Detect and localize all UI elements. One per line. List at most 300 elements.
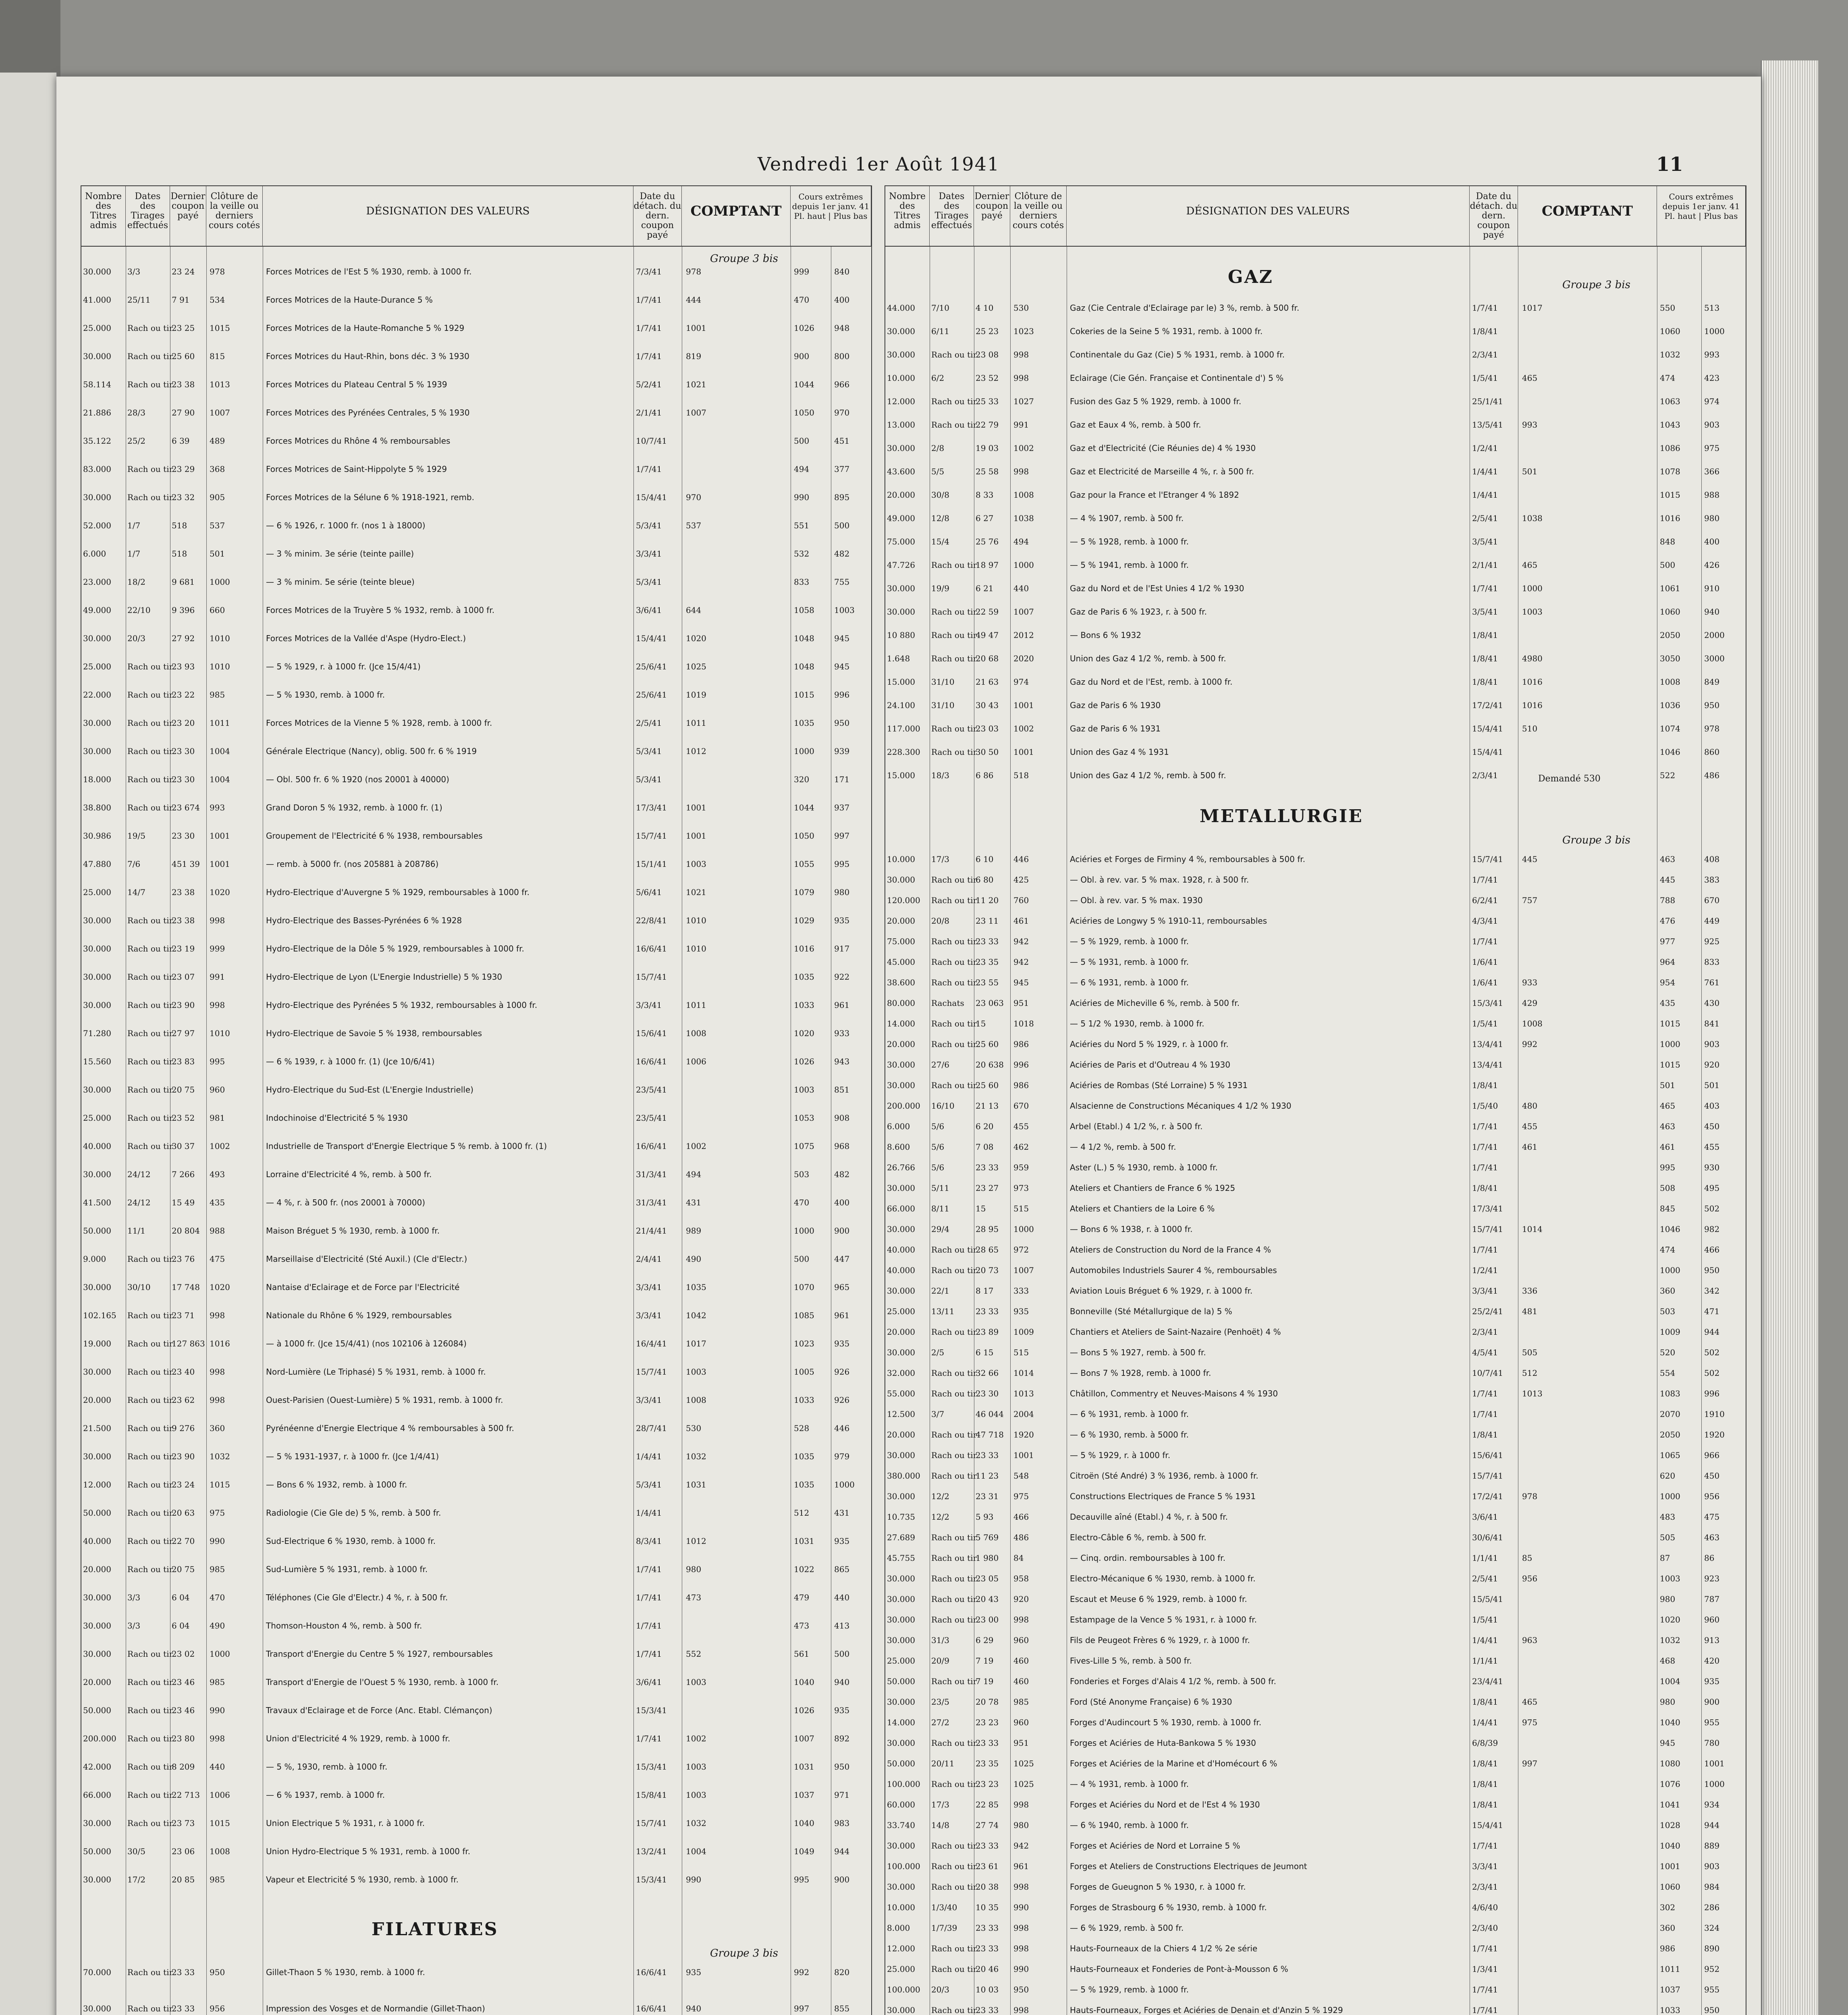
cell-coupon: 23 46: [172, 1677, 195, 1687]
cell-dates: Rach ou tir: [127, 1254, 173, 1264]
cell-bas: 933: [834, 1028, 850, 1038]
cell-coupon: 46 044: [976, 1409, 1004, 1419]
cell-nombre: 21.886: [83, 408, 111, 418]
cell-date: 1/7/41: [636, 1564, 662, 1574]
cell-nombre: 75.000: [887, 937, 915, 946]
cell-cloture: 942: [1013, 957, 1029, 967]
cell-comptant: 1007: [686, 408, 706, 418]
cell-name: — Bons 6 % 1938, r. à 1000 fr.: [1070, 1224, 1193, 1234]
cell-cloture: 461: [1013, 916, 1029, 926]
cell-coupon: 20 85: [172, 1875, 195, 1884]
table-row: [885, 1512, 1746, 1523]
cell-bas: 975: [1704, 443, 1720, 453]
cell-haut: 476: [1660, 916, 1676, 926]
cell-haut: 1040: [794, 1818, 814, 1828]
cell-haut: 320: [794, 775, 810, 784]
cell-haut: 503: [794, 1170, 810, 1179]
cell-date: 25/1/41: [1472, 397, 1503, 406]
cell-comptant: 537: [686, 521, 702, 530]
cell-coupon: 22 59: [976, 607, 999, 617]
cell-bas: 449: [1704, 916, 1720, 926]
cell-haut: 845: [1660, 1204, 1676, 1213]
cell-cloture: 998: [210, 916, 225, 925]
cell-haut: 1015: [1660, 490, 1680, 500]
cell-haut: 500: [1660, 560, 1676, 570]
table-row: [885, 467, 1746, 478]
cell-nombre: 30.000: [83, 492, 111, 502]
table-row: [81, 380, 871, 391]
cell-date: 5/3/41: [636, 775, 662, 784]
cell-coupon: 23 24: [172, 267, 195, 276]
cell-haut: 1048: [794, 662, 814, 671]
cell-name: Téléphones (Cie Gle d'Electr.) 4 %, r. à 500 fr.: [266, 1593, 448, 1602]
cell-cloture: 1920: [1013, 1430, 1034, 1440]
cell-coupon: 27 90: [172, 408, 195, 418]
cell-nombre: 380.000: [887, 1471, 920, 1481]
cell-coupon: 22 79: [976, 420, 999, 430]
cell-name: Groupement de l'Electricité 6 % 1938, remboursables: [266, 831, 483, 841]
cell-coupon: 7 19: [976, 1676, 994, 1686]
cell-date: 16/6/41: [636, 2004, 667, 2013]
cell-coupon: 23 33: [976, 937, 999, 946]
cell-cloture: 1013: [210, 380, 230, 389]
cell-coupon: 23 76: [172, 1254, 195, 1264]
cell-nombre: 20.000: [887, 1327, 915, 1337]
cell-coupon: 23 33: [976, 1450, 999, 1460]
cell-nombre: 25.000: [83, 323, 111, 333]
cell-dates: 8/11: [931, 1204, 949, 1213]
cell-dates: 12/2: [931, 1512, 949, 1522]
table-row: [81, 1395, 871, 1406]
cell-cloture: 1023: [1013, 326, 1034, 336]
cell-date: 15/7/41: [1472, 1224, 1503, 1234]
cell-name: Aviation Louis Bréguet 6 % 1929, r. à 1000 fr.: [1070, 1286, 1253, 1296]
cell-coupon: 7 08: [976, 1142, 994, 1152]
cell-date: 1/4/41: [1472, 467, 1498, 476]
cell-name: Estampage de la Vence 5 % 1931, r. à 1000 fr.: [1070, 1615, 1257, 1624]
cell-haut: 1044: [794, 803, 814, 812]
cell-haut: 1032: [1660, 350, 1680, 359]
cell-date: 15/3/41: [636, 1762, 667, 1772]
table-row: [81, 1000, 871, 1012]
cell-name: Hydro-Electrique des Pyrénées 5 % 1932, remboursables à 1000 fr.: [266, 1000, 538, 1010]
cell-haut: 1053: [794, 1113, 814, 1123]
cell-haut: 1016: [794, 944, 814, 953]
cell-nombre: 38.800: [83, 803, 111, 812]
cell-bas: 502: [1704, 1368, 1720, 1378]
table-row: [81, 1847, 871, 1858]
cell-date: 2/3/41: [1472, 1882, 1498, 1892]
col-cloture: Clôture de la veille ou derniers cours cotés: [206, 186, 263, 247]
cell-name: Fonderies et Forges d'Alais 4 1/2 %, remb. à 500 fr.: [1070, 1676, 1277, 1686]
cell-date: 1/4/41: [636, 1508, 662, 1518]
cell-bas: 970: [834, 408, 850, 418]
cell-cloture: 460: [1013, 1676, 1029, 1686]
cell-cloture: 460: [1013, 1656, 1029, 1666]
cell-cloture: 1009: [1013, 1327, 1034, 1337]
cell-name: Gillet-Thaon 5 % 1930, remb. à 1000 fr.: [266, 1967, 425, 1977]
cell-coupon: 23 08: [976, 350, 999, 359]
cell-name: Transport d'Energie de l'Ouest 5 % 1930, remb. à 1000 fr.: [266, 1677, 499, 1687]
cell-bas: 983: [834, 1818, 850, 1828]
cell-nombre: 200.000: [887, 1101, 920, 1111]
table-row: [885, 1450, 1746, 1462]
cell-nombre: 30.000: [887, 2005, 915, 2015]
cell-haut: 1061: [1660, 584, 1680, 593]
table-row: [885, 654, 1746, 665]
cell-coupon: 451 39: [172, 859, 200, 869]
col-nombre: Nombre des Titres admis: [81, 186, 126, 247]
cell-date: 15/3/41: [1472, 998, 1503, 1008]
cell-nombre: 23.000: [83, 577, 111, 587]
cell-date: 4/3/41: [1472, 916, 1498, 926]
cell-cloture: 988: [210, 1226, 225, 1236]
cell-haut: 2050: [1660, 630, 1680, 640]
cell-bas: 900: [834, 1226, 850, 1236]
cell-dates: Rach ou tir: [127, 1395, 173, 1405]
cell-bas: 980: [834, 887, 850, 897]
cell-bas: 446: [834, 1423, 850, 1433]
cell-coupon: 25 23: [976, 326, 999, 336]
cell-cloture: 493: [210, 1170, 225, 1179]
cell-dates: 20/11: [931, 1759, 955, 1768]
cell-haut: 1000: [1660, 1265, 1680, 1275]
cell-cloture: 1014: [1013, 1368, 1034, 1378]
cell-cloture: 1000: [210, 1649, 230, 1659]
cell-bas: 943: [834, 1057, 850, 1066]
cell-date: 15/6/41: [636, 1028, 667, 1038]
table-row: [885, 1594, 1746, 1606]
cell-cloture: 1011: [210, 718, 230, 728]
cell-name: Gaz du Nord et de l'Est Unies 4 1/2 % 1930: [1070, 584, 1244, 593]
cell-name: Forces Motrices du Plateau Central 5 % 1939: [266, 380, 447, 389]
cell-comptant: 490: [686, 1254, 702, 1264]
table-row: [885, 2005, 1746, 2015]
cell-dates: Rachats: [931, 998, 964, 1008]
cell-name: Eclairage (Cie Gén. Française et Continentale d') 5 %: [1070, 373, 1284, 383]
cell-coupon: 23 30: [172, 775, 195, 784]
cell-bas: 849: [1704, 677, 1720, 687]
cell-bas: 450: [1704, 1122, 1720, 1131]
table-row: [885, 1183, 1746, 1194]
cell-name: Hydro-Electrique d'Auvergne 5 % 1929, remboursables à 1000 fr.: [266, 887, 530, 897]
cell-nombre: 12.000: [887, 397, 915, 406]
cell-comptant: 1016: [1522, 700, 1543, 710]
cell-bas: 377: [834, 464, 850, 474]
cell-comptant: 431: [686, 1198, 702, 1207]
cell-dates: Rach ou tir: [127, 803, 173, 812]
cell-nombre: 14.000: [887, 1718, 915, 1727]
cell-haut: 1060: [1660, 607, 1680, 617]
cell-haut: 1044: [794, 380, 814, 389]
cell-comptant: 970: [686, 492, 702, 502]
cell-nombre: 83.000: [83, 464, 111, 474]
cell-dates: 20/3: [931, 1985, 949, 1994]
cell-nombre: 20.000: [887, 1430, 915, 1440]
cell-cloture: 760: [1013, 895, 1029, 905]
cell-name: — 5 % 1929, r. à 1000 fr. (Jce 15/4/41): [266, 662, 421, 671]
table-row: [885, 978, 1746, 989]
cell-dates: Rach ou tir: [931, 1327, 977, 1337]
cell-haut: 561: [794, 1649, 810, 1659]
cell-bas: 940: [1704, 607, 1720, 617]
cell-date: 2/3/41: [1472, 1327, 1498, 1337]
cell-cloture: 446: [1013, 854, 1029, 864]
cell-dates: 5/6: [931, 1163, 945, 1172]
cell-name: Thomson-Houston 4 %, remb. à 500 fr.: [266, 1621, 422, 1631]
cell-date: 15/4/41: [1472, 724, 1503, 733]
cell-bas: 926: [834, 1367, 850, 1377]
cell-bas: 971: [834, 1790, 850, 1800]
cell-date: 3/3/41: [636, 1311, 662, 1320]
table-row: [81, 1339, 871, 1350]
cell-nombre: 30.000: [83, 1818, 111, 1828]
cell-bas: 413: [834, 1621, 850, 1631]
cell-dates: 17/2: [127, 1875, 145, 1884]
cell-nombre: 30.000: [83, 267, 111, 276]
table-row: [885, 1101, 1746, 1112]
cell-name: Gaz du Nord et de l'Est, remb. à 1000 fr.: [1070, 677, 1233, 687]
cell-dates: 5/6: [931, 1122, 945, 1131]
cell-bas: 948: [834, 323, 850, 333]
cell-nombre: 30.000: [887, 1882, 915, 1892]
cell-name: Fusion des Gaz 5 % 1929, remb. à 1000 fr.: [1070, 397, 1242, 406]
table-row: [885, 1409, 1746, 1421]
cell-nombre: 30.000: [83, 1593, 111, 1602]
cell-date: 1/8/41: [1472, 1800, 1498, 1809]
cell-nombre: 50.000: [83, 1847, 111, 1856]
cell-cloture: 1000: [1013, 1224, 1034, 1234]
cell-bas: 889: [1704, 1841, 1720, 1851]
cell-coupon: 20 75: [172, 1085, 195, 1095]
cell-comptant: 975: [1522, 1718, 1538, 1727]
cell-dates: 12/2: [931, 1492, 949, 1501]
cell-date: 31/3/41: [636, 1198, 667, 1207]
table-row: [81, 1564, 871, 1576]
cell-date: 15/3/41: [636, 1705, 667, 1715]
cell-date: 1/7/41: [636, 351, 662, 361]
cell-haut: 1040: [794, 1677, 814, 1687]
cell-nombre: 38.600: [887, 978, 915, 987]
cell-cloture: 993: [210, 803, 225, 812]
cell-name: — Obl. à rev. var. 5 % max. 1928, r. à 500 fr.: [1070, 875, 1249, 885]
cell-haut: 1070: [794, 1282, 814, 1292]
cell-dates: 7/6: [127, 859, 141, 869]
cell-name: — 5 % 1929, remb. à 1000 fr.: [1070, 1985, 1189, 1994]
cell-name: Forges de Gueugnon 5 % 1930, r. à 1000 fr.: [1070, 1882, 1246, 1892]
cell-date: 1/7/41: [636, 1593, 662, 1602]
cell-date: 1/4/41: [1472, 490, 1498, 500]
cell-haut: 1080: [1660, 1759, 1680, 1768]
cell-comptant: 980: [686, 1564, 702, 1574]
cell-dates: Rach ou tir: [127, 1028, 173, 1038]
cell-coupon: 22 85: [976, 1800, 999, 1809]
cell-name: Forces Motrices de l'Est 5 % 1930, remb. à 1000 fr.: [266, 267, 472, 276]
table-row: [885, 1964, 1746, 1976]
cell-cloture: 995: [210, 1057, 225, 1066]
cell-name: Ford (Sté Anonyme Française) 6 % 1930: [1070, 1697, 1232, 1707]
cell-cloture: 973: [1013, 1183, 1029, 1193]
cell-haut: 1008: [1660, 677, 1680, 687]
cell-date: 17/2/41: [1472, 1492, 1503, 1501]
cell-coupon: 23 61: [976, 1861, 999, 1871]
cell-haut: 995: [794, 1875, 810, 1884]
cell-dates: Rach ou tir: [931, 397, 977, 406]
cell-dates: Rach ou tir: [931, 1019, 977, 1028]
cell-comptant: 461: [1522, 1142, 1538, 1152]
cell-nombre: 30.000: [887, 1615, 915, 1624]
cell-name: — 6 % 1929, remb. à 500 fr.: [1070, 1923, 1184, 1933]
cell-date: 17/3/41: [1472, 1204, 1503, 1213]
cell-name: Nantaise d'Eclairage et de Force par l'Electricité: [266, 1282, 460, 1292]
cell-coupon: 23 32: [172, 492, 195, 502]
cell-haut: 1074: [1660, 724, 1680, 733]
cell-bas: 923: [1704, 1574, 1720, 1583]
table-row: [885, 397, 1746, 408]
cell-nombre: 15.000: [887, 771, 915, 780]
cell-comptant: 473: [686, 1593, 702, 1602]
cell-cloture: 494: [1013, 537, 1029, 546]
table-row: [81, 803, 871, 814]
cell-dates: 19/5: [127, 831, 145, 841]
cell-nombre: 70.000: [83, 1967, 111, 1977]
cell-coupon: 20 78: [976, 1697, 999, 1707]
cell-bas: 920: [1704, 1060, 1720, 1070]
cell-name: Lorraine d'Electricité 4 %, remb. à 500 fr.: [266, 1170, 432, 1179]
cell-name: Aciéries et Forges de Firminy 4 %, remboursables à 500 fr.: [1070, 854, 1306, 864]
cell-nombre: 30.000: [887, 443, 915, 453]
cell-date: 5/3/41: [636, 521, 662, 530]
cell-comptant: 1010: [686, 916, 706, 925]
cell-nombre: 30.000: [887, 1183, 915, 1193]
cell-coupon: 20 804: [172, 1226, 200, 1236]
cell-haut: 463: [1660, 1122, 1676, 1131]
cell-comptant: 989: [686, 1226, 702, 1236]
cell-name: Forces Motrices des Pyrénées Centrales, 5 % 1930: [266, 408, 470, 418]
cell-dates: 14/7: [127, 887, 145, 897]
cell-date: 3/3/41: [1472, 1861, 1498, 1871]
cell-dates: Rach ou tir: [127, 1367, 173, 1377]
cell-comptant: 1004: [686, 1847, 706, 1856]
cell-coupon: 1 980: [976, 1553, 999, 1563]
cell-coupon: 23 07: [172, 972, 195, 982]
cell-haut: 1041: [1660, 1800, 1680, 1809]
cell-comptant: 1021: [686, 380, 706, 389]
cell-bas: 400: [834, 1198, 850, 1207]
cell-date: 23/4/41: [1472, 1676, 1503, 1686]
cell-bas: 840: [834, 267, 850, 276]
table-row: [81, 549, 871, 560]
cell-date: 1/8/41: [1472, 1430, 1498, 1440]
table-row: [885, 490, 1746, 501]
cell-nombre: 117.000: [887, 724, 920, 733]
cell-date: 3/3/41: [1472, 1286, 1498, 1296]
cell-dates: 1/7: [127, 549, 141, 559]
cell-cloture: 990: [210, 1536, 225, 1546]
cell-comptant: 978: [686, 267, 702, 276]
cell-dates: 5/11: [931, 1183, 949, 1193]
cell-nombre: 10.000: [887, 1903, 915, 1912]
cell-cloture: 1001: [210, 859, 230, 869]
table-row: [885, 1368, 1746, 1379]
cell-nombre: 40.000: [83, 1536, 111, 1546]
cell-haut: 494: [794, 464, 810, 474]
cell-name: Gaz et Eaux 4 %, remb. à 500 fr.: [1070, 420, 1201, 430]
col-dernier-r: Dernier coupon payé: [974, 186, 1010, 247]
cell-name: Hauts-Fourneaux de la Chiers 4 1/2 % 2e série: [1070, 1944, 1258, 1953]
cell-name: Fils de Peugeot Frères 6 % 1929, r. à 1000 fr.: [1070, 1635, 1250, 1645]
cell-date: 1/5/41: [1472, 373, 1498, 383]
cell-coupon: 15 49: [172, 1198, 195, 1207]
cell-nombre: 30.000: [887, 1450, 915, 1460]
cell-cloture: 959: [1013, 1163, 1029, 1172]
col-designation: DÉSIGNATION DES VALEURS: [263, 186, 633, 247]
cell-dates: Rach ou tir: [127, 492, 173, 502]
cell-comptant: 1020: [686, 634, 706, 643]
cell-date: 2/5/41: [1472, 513, 1498, 523]
cell-cloture: 920: [1013, 1594, 1029, 1604]
cell-comptant: 1012: [686, 1536, 706, 1546]
cell-haut: 435: [1660, 998, 1676, 1008]
cell-cloture: 333: [1013, 1286, 1029, 1296]
table-row: [885, 1245, 1746, 1256]
cell-date: 1/3/41: [1472, 1964, 1498, 1974]
cell-name: Gaz (Cie Centrale d'Eclairage par le) 3 %, remb. à 500 fr.: [1070, 303, 1300, 313]
cell-date: 1/7/41: [1472, 1841, 1498, 1851]
cell-cloture: 951: [1013, 998, 1029, 1008]
cell-coupon: 6 80: [976, 875, 994, 885]
cell-haut: 1004: [1660, 1676, 1680, 1686]
cell-coupon: 11 20: [976, 895, 999, 905]
cell-name: — 5 %, 1930, remb. à 1000 fr.: [266, 1762, 388, 1772]
cell-haut: 995: [1660, 1163, 1676, 1172]
table-row: [81, 1480, 871, 1491]
cell-date: 1/6/41: [1472, 957, 1498, 967]
table-row: [81, 521, 871, 532]
cell-cloture: 980: [1013, 1820, 1029, 1830]
cell-cloture: 1000: [1013, 560, 1034, 570]
cell-dates: 25/2: [127, 436, 145, 446]
cell-comptant: 1006: [686, 1057, 706, 1066]
cell-coupon: 49 47: [976, 630, 999, 640]
table-row: [885, 677, 1746, 688]
cell-cloture: 1038: [1013, 513, 1034, 523]
cell-date: 1/7/41: [1472, 1409, 1498, 1419]
table-row: [885, 1286, 1746, 1297]
cell-cloture: 455: [1013, 1122, 1029, 1131]
cell-dates: Rach ou tir: [127, 746, 173, 756]
table-row: [81, 1593, 871, 1604]
cell-nombre: 120.000: [887, 895, 920, 905]
cell-haut: 1031: [794, 1536, 814, 1546]
table-row: [885, 875, 1746, 886]
cell-haut: 1000: [794, 746, 814, 756]
cell-bas: 670: [1704, 895, 1720, 905]
cell-coupon: 23 40: [172, 1367, 195, 1377]
cell-comptant: 1042: [686, 1311, 706, 1320]
cell-date: 1/7/41: [636, 464, 662, 474]
cell-coupon: 6 27: [976, 513, 994, 523]
table-row: [885, 630, 1746, 642]
cell-nombre: 25.000: [83, 662, 111, 671]
cell-haut: 508: [1660, 1183, 1676, 1193]
cell-comptant: 1003: [686, 859, 706, 869]
cell-comptant: 940: [686, 2004, 702, 2013]
cell-date: 5/3/41: [636, 746, 662, 756]
table-row: [81, 775, 871, 786]
cell-date: 4/6/40: [1472, 1903, 1498, 1912]
cell-haut: 1060: [1660, 1882, 1680, 1892]
